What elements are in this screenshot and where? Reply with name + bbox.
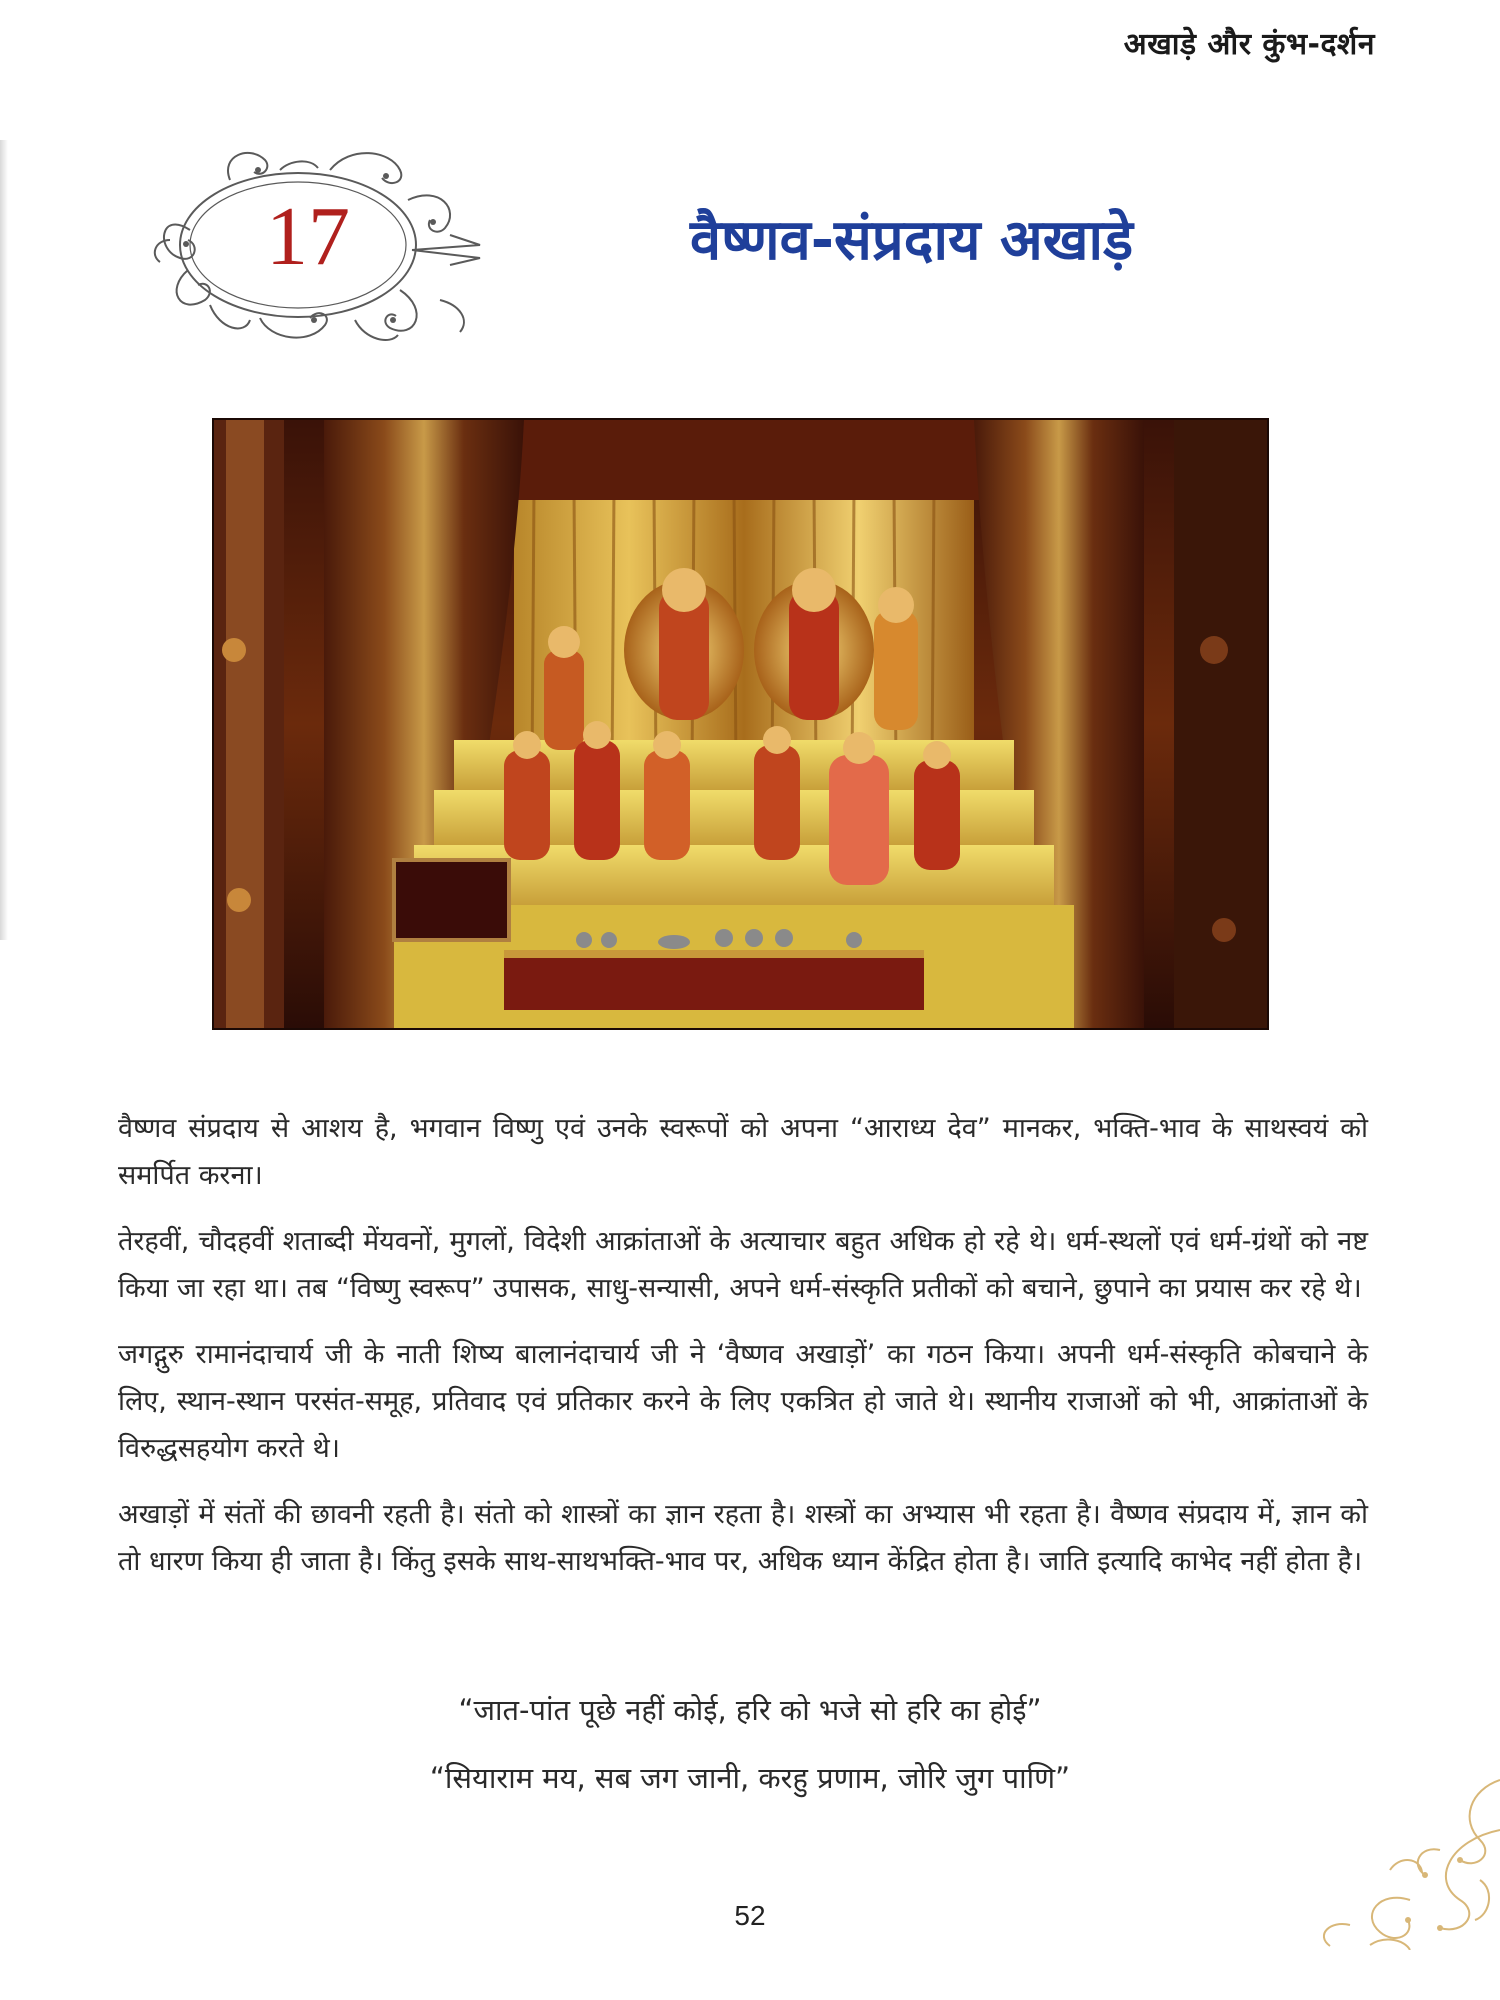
page-number: 52 — [734, 1900, 766, 1931]
page-edge-shadow — [0, 140, 8, 940]
chapter-number: 17 — [266, 190, 350, 283]
paragraph-2: तेरहवीं, चौदहवीं शताब्दी मेंयवनों, मुगलों, विदेशी आक्रांताओं के अत्याचार बहुत अधिक हो रहे थे। धर्म-स्थलों एवं धर्म-ग्रंथों को नष्ट किया जा रहा था। तब “विष्णु स्वरूप” उपासक, साधु-सन्यासी, अपने धर्म-संस्कृति प्रतीकों को बचाने, छुपाने का प्रयास कर रहे थे। — [118, 1226, 1368, 1304]
couplet-1: “जात-पांत पूछे नहीं कोई, हरि को भजे सो हरि का होई” — [458, 1693, 1042, 1727]
paragraph-3: जगद्गुरु रामानंदाचार्य जी के नाती शिष्य बालानंदाचार्य जी ने ‘वैष्णव अखाड़ों’ का गठन किया। अपनी धर्म-संस्कृति कोबचाने के लिए, स्थान-स्थान परसंत-समूह, प्रतिवाद एवं प्रतिकार करने के लिए एकत्रित हो जाते थे। स्थानीय राजाओं को भी, आक्रांताओं के विरुद्धसहयोग करते थे। — [118, 1339, 1368, 1464]
chapter-title: वैष्णव-संप्रदाय अखाड़े — [690, 208, 1134, 273]
couplet-2: “सियाराम मय, सब जग जानी, करहु प्रणाम, जोरि जुग पाणि” — [429, 1761, 1071, 1795]
body-text — [118, 1105, 1368, 1604]
paragraph-4: अखाड़ों में संतों की छावनी रहती है। संतो को शास्त्रों का ज्ञान रहता है। शस्त्रों का अभ्यास भी रहता है। वैष्णव संप्रदाय में, ज्ञान को तो धारण किया ही जाता है। किंतु इसके साथ-साथभक्ति-भाव पर, अधिक ध्यान केंद्रित होता है। जाति इत्यादि काभेद नहीं होता है। — [118, 1499, 1368, 1577]
running-head: अखाड़े और कुंभ-दर्शन — [1123, 27, 1375, 62]
temple-shrine-photo — [212, 418, 1269, 1030]
paragraph-1: वैष्णव संप्रदाय से आशय है, भगवान विष्णु एवं उनके स्वरूपों को अपना “आराध्य देव” मानकर, भक्ति-भाव के साथस्वयं को समर्पित करना। — [118, 1113, 1368, 1191]
